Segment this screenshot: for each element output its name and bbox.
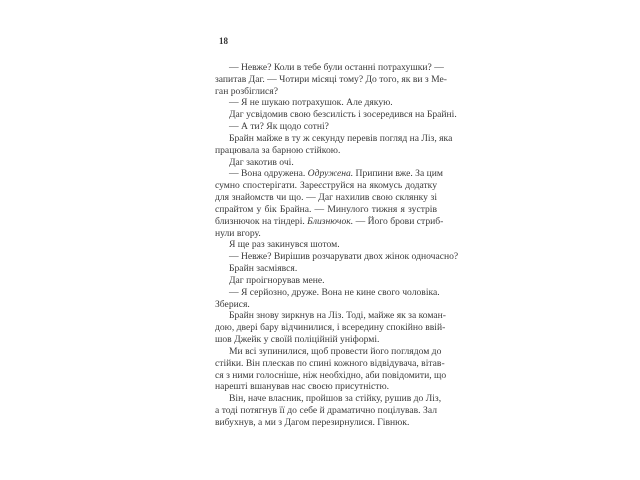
text-segment: дою, двері бару відчинилися, і всередину спокійно ввій- — [215, 322, 446, 334]
text-segment: Даг проігнорував мене. — [229, 274, 325, 286]
text-segment: сумно спостерігати. Зареєструйся на якомусь додатку — [215, 180, 437, 192]
text-line — [215, 228, 437, 240]
text-line — [215, 334, 437, 346]
text-segment: Ми всі зупинилися, щоб провести його поглядом до — [229, 345, 442, 357]
text-segment: близнючок на тіндері. — [215, 215, 308, 227]
text-segment: — А ти? Як щодо сотні? — [229, 121, 329, 133]
text-line — [215, 251, 459, 263]
text-segment: працювала за барною стійкою. — [215, 144, 341, 156]
text-segment: для знайомств чи що. — Даг нахилив свою склянку зі — [215, 192, 437, 204]
text-segment: шов Джейк у своїй поліційній уніформі. — [215, 334, 380, 346]
text-line — [215, 62, 444, 74]
text-line — [215, 145, 437, 157]
text-line — [215, 132, 453, 145]
italic-text: Одружена. — [307, 168, 354, 180]
text-segment: Даг усвідомив свою безсилість і зосередився на Брайні. — [229, 109, 457, 121]
italic-text: Близнючок. — [307, 215, 354, 227]
text-line — [215, 109, 457, 121]
text-line — [215, 168, 443, 180]
text-line — [215, 369, 447, 382]
text-line — [215, 322, 446, 334]
body-text — [215, 62, 459, 429]
text-line — [215, 204, 437, 216]
text-segment: — Невже? Вирішив розчарувати двох жінок одночасно? — [229, 251, 459, 263]
text-segment: нули вгору. — [215, 227, 261, 239]
text-line — [215, 286, 440, 299]
text-line — [215, 239, 437, 251]
text-line — [215, 215, 444, 228]
text-line — [215, 180, 437, 192]
text-line — [215, 157, 437, 169]
text-line — [215, 345, 442, 358]
text-segment: Даг закотив очі. — [229, 156, 294, 168]
text-segment: Зберися. — [215, 298, 250, 310]
text-segment: Припини вже. За цим — [353, 168, 443, 180]
text-segment: запитав Даг. — Чотири місяці тому? До того, як ви з Ме- — [215, 73, 447, 85]
text-segment: вибухнув, а ми з Дагом перезирнулися. Гівнюк. — [215, 416, 410, 428]
text-line — [215, 73, 447, 86]
text-segment: — Я не шукаю потрахушок. Але дякую. — [229, 97, 393, 109]
page-number: 18 — [219, 36, 228, 46]
text-segment: — Невже? Коли в тебе були останні потрахушки? — — [229, 62, 444, 73]
text-segment: Брайн засміявся. — [229, 263, 298, 275]
text-line — [215, 97, 437, 109]
text-line — [215, 405, 437, 417]
text-line — [215, 357, 445, 370]
text-line — [215, 275, 437, 287]
text-segment: а тоді потягнув її до себе й драматично поцілував. Зал — [215, 405, 437, 417]
text-line — [215, 192, 437, 204]
text-line — [215, 86, 437, 98]
text-segment: — Вона одружена. — [229, 168, 308, 180]
text-line — [215, 417, 437, 429]
text-line — [215, 381, 437, 393]
text-segment: Він, наче власник, пройшов за стійку, рушив до Ліз, — [229, 393, 442, 405]
text-line — [215, 393, 442, 405]
text-segment: — Я серйозно, друже. Вона не кине свого чоловіка. — [229, 286, 440, 298]
text-segment: Брайн майже в ту ж секунду перевів погляд на Ліз, яка — [229, 132, 453, 144]
text-segment: стійки. Він плескав по спині кожного відвідувача, вітав- — [215, 357, 445, 369]
text-segment: — Його брови стриб- — [353, 215, 444, 227]
text-line — [215, 263, 437, 275]
text-segment: Брайн знову зиркнув на Ліз. Тоді, майже як за коман- — [229, 310, 446, 322]
text-segment: ган розбіглися? — [215, 85, 278, 97]
text-segment: нарешті вшанував нас своєю присутністю. — [215, 381, 390, 393]
text-line — [215, 299, 437, 311]
text-line — [215, 121, 437, 133]
text-line — [215, 310, 446, 322]
text-segment: спрайтом у бік Брайна. — Минулого тижня я зустрів — [215, 203, 437, 215]
text-segment: ся з ними голосніше, ніж необхідно, аби повідомити, що — [215, 369, 447, 381]
text-segment: Я ще раз закинувся шотом. — [229, 239, 340, 251]
